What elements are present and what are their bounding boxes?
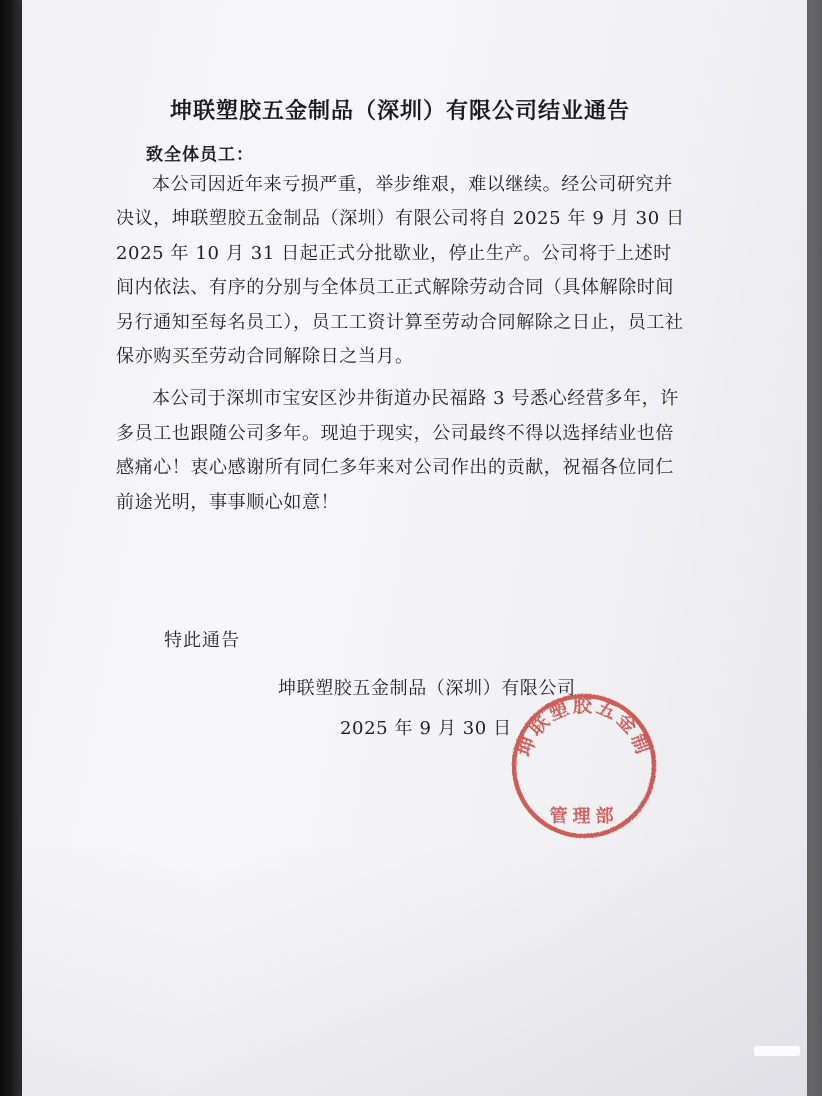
seal-bottom-text: 管理部 bbox=[549, 806, 619, 827]
watermark-logo bbox=[752, 1040, 802, 1060]
signature-date: 2025 年 9 月 30 日 bbox=[340, 718, 512, 739]
seal-outer-text: 坤联塑胶五金制 bbox=[513, 694, 655, 760]
paper-shadow bbox=[22, 836, 807, 1096]
closing-line: 特此通告 bbox=[164, 630, 240, 651]
paragraph-2: 本公司于深圳市宝安区沙井街道办民福路 3 号悉心经营多年，许多员工也跟随公司多年。现迫于现实，公司最终不得以选择结业也倍感痛心！衷心感谢所有同仁多年来对公司作出的贡献，祝福各位同仁前途光明，事事顺心如意！ bbox=[116, 388, 679, 513]
notice-title: 坤联塑胶五金制品（深圳）有限公司结业通告 bbox=[169, 98, 630, 124]
notice-body bbox=[116, 168, 688, 520]
salutation: 致全体员工： bbox=[146, 145, 254, 165]
seal-icon bbox=[508, 690, 660, 842]
company-seal-stamp bbox=[508, 690, 660, 842]
svg-text:坤联塑胶五金制 bbox=[513, 694, 656, 760]
paragraph-1: 本公司因近年来亏损严重，举步维艰，难以继续。经公司研究并决议，坤联塑胶五金制品（深圳）有限公司将自 2025 年 9 月 30 日 2025 年 10 月 31 日起正式分批歇业，停止生产。公司将于上述时间内依法、有序的分别与全体员工正式解除劳动合同（具体解除时间另行通知至每名员工），员工工资计算至劳动合同解除之日止，员工社保亦购买至劳动合同解除日之当月。 bbox=[116, 174, 685, 368]
watermark-icon bbox=[752, 1040, 802, 1060]
signature-company: 坤联塑胶五金制品（深圳）有限公司 bbox=[278, 678, 576, 699]
paper-sheet bbox=[22, 0, 807, 1096]
